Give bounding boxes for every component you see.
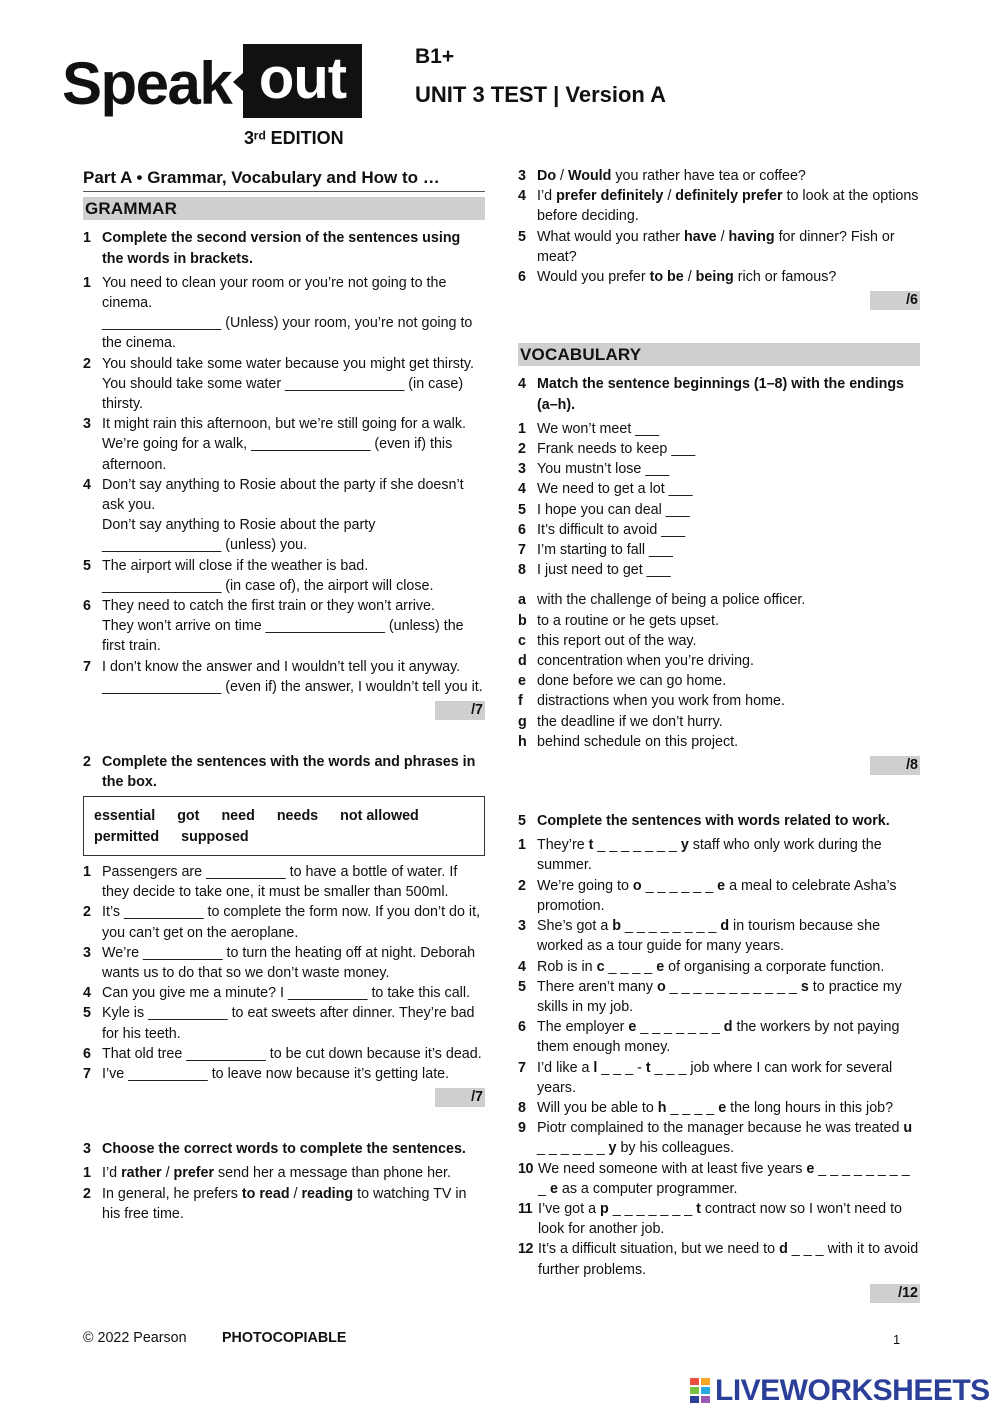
- ex4-ending-text: this report out of the way.: [537, 632, 697, 649]
- ex5-item-text: [537, 916, 920, 956]
- ex1-instruction: 1 Complete the second version of the sentences using the words in brackets.: [83, 230, 461, 267]
- ex4-beginning-number: 6: [518, 521, 526, 538]
- ex5-item: [518, 835, 920, 875]
- ex5-item: [518, 1017, 920, 1057]
- ex3-item-pre: I’d: [102, 1165, 122, 1182]
- part-heading: Part A • Grammar, Vocabulary and How to …: [83, 166, 485, 192]
- ex4-beginning-text: You mustn’t lose ___: [537, 461, 670, 478]
- ex5-last-letter: y: [680, 837, 689, 854]
- liveworksheets-brand[interactable]: [690, 1375, 990, 1407]
- ex4-ending-number: a: [518, 592, 526, 609]
- ex5-last-letter: e: [718, 1099, 727, 1116]
- ex5-gap: _ _ _ _ _ _ _: [608, 1200, 697, 1217]
- ex3-separator: /: [161, 1165, 174, 1182]
- ex5-item-pre: There aren’t many: [537, 978, 657, 995]
- ex3-item-post: rich or famous?: [733, 269, 837, 286]
- ex1-item-text: You need to clean your room or you’re not going to the cinema. _______________ (Unless) your room, you’re not going to the cinema.: [102, 274, 473, 352]
- ex4-beginning-text: We need to get a lot ___: [537, 481, 693, 498]
- ex5-first-letter: e: [628, 1019, 637, 1036]
- ex5-gap: _ _ _ _ _ _ _ _ _ _ _: [665, 978, 801, 995]
- ex3-option-a: have: [684, 228, 717, 245]
- ex3-item-text: [102, 1184, 485, 1224]
- ex2-score: /7: [435, 1088, 485, 1107]
- ex2-item-text: It’s __________ to complete the form now. If you don’t do it, you can’t get on the aeroplane.: [102, 904, 481, 941]
- ex5-score: /12: [870, 1284, 920, 1303]
- ex4-ending: [518, 671, 920, 691]
- box-word: got: [177, 808, 200, 825]
- ex4-ending-number: h: [518, 733, 527, 750]
- ex5-item-pre: We’re going to: [537, 877, 633, 894]
- ex5-first-letter: c: [596, 958, 605, 975]
- ex5-first-letter: o: [657, 978, 666, 995]
- copyright: © 2022 Pearson: [83, 1330, 187, 1346]
- ex2-item-text: We’re __________ to turn the heating off at night. Deborah wants us to do that so we don’t waste money.: [102, 944, 476, 981]
- ex1-item-number: 4: [83, 476, 91, 493]
- ex4-beginning-text: It’s difficult to avoid ___: [537, 521, 686, 538]
- ex2-item-number: 7: [83, 1065, 91, 1082]
- ex1-item-text: It might rain this afternoon, but we’re still going for a walk. We’re going for a walk, _______________ (even if) this afternoon.: [102, 416, 466, 473]
- ex3-item-pre: In general, he prefers: [102, 1185, 242, 1202]
- ex3-separator: /: [683, 269, 696, 286]
- ex4-beginning: [518, 419, 920, 439]
- ex5-item-pre: I’d like a: [537, 1059, 594, 1076]
- ex2-item: [83, 902, 485, 942]
- ex1-item-number: 2: [83, 355, 91, 372]
- ex4-beginning-number: 3: [518, 461, 526, 478]
- ex4-beginning-text: We won’t meet ___: [537, 420, 660, 437]
- ex5-gap: _ _ _ _ _ _ _ _ _: [538, 1160, 910, 1197]
- ex2-item-text: I’ve __________ to leave now because it’s getting late.: [102, 1065, 450, 1082]
- ex4-beginning-number: 8: [518, 562, 526, 579]
- ex3-separator: /: [556, 168, 568, 184]
- ex3-item-text: [537, 166, 920, 186]
- ex4-ending-text: behind schedule on this project.: [537, 733, 739, 750]
- ex5-gap: _ _ _ _ _ _: [537, 1140, 609, 1157]
- ex3-separator: /: [663, 188, 676, 205]
- ex2-item-text: Passengers are __________ to have a bottle of water. If they decide to take one, it must be smaller than 500ml.: [102, 863, 458, 901]
- ex5-item-number: 8: [518, 1099, 526, 1116]
- ex4-beginning: [518, 459, 920, 479]
- ex5-item-post: to practice my skills in my job.: [537, 978, 902, 1015]
- ex5-gap: _ _ _ _: [666, 1099, 719, 1116]
- box-word: supposed: [181, 828, 249, 845]
- ex2-item-number: 3: [83, 944, 91, 961]
- ex1-item-number: 5: [83, 557, 91, 574]
- liveworksheets-text: LIVEWORKSHEETS: [715, 1374, 990, 1407]
- ex5-first-letter: p: [600, 1200, 609, 1217]
- ex3-option-b: definitely prefer: [675, 188, 783, 205]
- ex5-first-letter: e: [806, 1160, 815, 1177]
- ex5-item: [518, 876, 920, 916]
- ex5-item: [518, 977, 920, 1017]
- ex5-item-pre: I’ve got a: [538, 1200, 600, 1217]
- ex3-option-a: prefer definitely: [556, 188, 664, 205]
- ex4-ending: [518, 691, 920, 711]
- ex3-item-post: to watching TV in his free time.: [102, 1185, 467, 1222]
- box-word: essential: [94, 808, 156, 825]
- ex3-instruction: 3 Choose the correct words to complete the sentences.: [83, 1141, 466, 1158]
- ex4-ending: [518, 611, 920, 631]
- ex5-first-letter: l: [593, 1059, 598, 1076]
- ex3-separator: /: [289, 1185, 302, 1202]
- ex5-first-letter: o: [632, 877, 642, 894]
- ex4-beginning-number: 5: [518, 501, 526, 518]
- ex5-item-text: [538, 1199, 920, 1239]
- ex3-list-part2: [518, 166, 920, 287]
- ex4-beginnings: [518, 419, 920, 581]
- ex3-option-a: rather: [121, 1165, 162, 1182]
- ex5-first-letter: b: [612, 918, 621, 935]
- ex1-item-number: 6: [83, 598, 91, 615]
- ex5-item-pre: They’re: [537, 837, 589, 854]
- left-column: [83, 166, 485, 1224]
- ex2-item-text: Kyle is __________ to eat sweets after dinner. They’re bad for his teeth.: [102, 1005, 475, 1042]
- ex3-item-pre: I’d: [537, 188, 557, 205]
- ex5-item-pre: Will you be able to: [537, 1099, 658, 1116]
- ex5-list: [518, 835, 920, 1279]
- ex5-gap: _ _ _ _: [604, 958, 657, 975]
- ex1-item: [83, 354, 485, 415]
- ex4-beginning: [518, 479, 920, 499]
- ex5-item-post: as a computer programmer.: [557, 1180, 738, 1197]
- ex3-option-a: to be: [649, 269, 684, 286]
- ex3-option-b: reading: [301, 1185, 354, 1202]
- ex2-item: [83, 1064, 485, 1084]
- liveworksheets-icon: [690, 1378, 712, 1404]
- ex4-ending-number: d: [518, 653, 527, 670]
- ex3-item-text: [537, 267, 920, 287]
- ex5-last-letter: s: [800, 978, 809, 995]
- ex5-item: [518, 1118, 920, 1158]
- ex1-list: [83, 273, 485, 697]
- ex5-last-letter: e: [717, 877, 726, 894]
- ex5-item-post: the long hours in this job?: [726, 1099, 894, 1116]
- ex5-first-letter: t: [588, 837, 594, 854]
- ex3-item-post: to look at the options before deciding.: [537, 188, 919, 225]
- ex4-ending-number: f: [518, 693, 523, 710]
- ex3-option-b: prefer: [173, 1165, 215, 1182]
- ex5-item-number: 5: [518, 978, 526, 995]
- ex2-item-number: 4: [83, 985, 91, 1002]
- ex4-ending: [518, 631, 920, 651]
- box-word: needs: [276, 808, 319, 825]
- ex4-ending-number: e: [518, 673, 526, 690]
- ex5-gap: _ _ _ -: [597, 1059, 646, 1076]
- ex4-score: /8: [870, 756, 920, 775]
- ex5-last-letter: d: [720, 918, 730, 935]
- ex4-beginning-number: 1: [518, 420, 526, 437]
- ex4-beginning-text: Frank needs to keep ___: [537, 441, 696, 458]
- box-word: permitted: [94, 828, 160, 845]
- ex4-beginning-text: I just need to get ___: [537, 562, 671, 579]
- ex5-item-post: with it to avoid further problems.: [538, 1241, 919, 1278]
- photocopiable-label: PHOTOCOPIABLE: [222, 1330, 347, 1346]
- ex5-item-text: [537, 1098, 920, 1118]
- level-label: B1+: [415, 45, 455, 68]
- ex4-beginning: [518, 500, 920, 520]
- ex1-item: [83, 657, 485, 697]
- ex4-ending: [518, 590, 920, 610]
- ex3-option-a: to read: [241, 1185, 290, 1202]
- ex5-last-letter: e: [656, 958, 665, 975]
- ex3-separator: /: [716, 228, 729, 245]
- ex5-item-text: [537, 1017, 920, 1057]
- logo-edition: 3ʳᵈ EDITION: [244, 128, 344, 148]
- ex4-beginning-text: I hope you can deal ___: [537, 501, 690, 518]
- ex5-item: [518, 916, 920, 956]
- ex3-item-post: you rather have tea or coffee?: [611, 168, 806, 184]
- ex1-item-text: I don’t know the answer and I wouldn’t tell you it anyway. _______________ (even if) the answer, I wouldn’t tell you it.: [102, 658, 483, 695]
- ex4-ending-text: to a routine or he gets upset.: [537, 612, 720, 629]
- ex4-ending-text: the deadline if we don’t hurry.: [537, 713, 723, 730]
- speakout-logo: [62, 44, 362, 154]
- ex1-item-number: 3: [83, 416, 91, 433]
- ex2-item: [83, 1044, 485, 1064]
- ex1-item: [83, 273, 485, 354]
- ex4-instruction: 4 Match the sentence beginnings (1–8) with the endings (a–h).: [518, 376, 904, 413]
- ex1-item-text: They need to catch the first train or they won’t arrive. They won’t arrive on time _______________ (unless) the first train.: [102, 598, 464, 655]
- ex1-item: [83, 556, 485, 596]
- ex4-ending-text: distractions when you work from home.: [537, 693, 785, 710]
- ex2-item-number: 6: [83, 1045, 91, 1062]
- ex5-item-number: 2: [518, 877, 526, 894]
- ex3-item: [518, 227, 920, 267]
- ex3-item-text: [102, 1163, 485, 1183]
- ex5-item-post: the workers by not paying them enough money.: [537, 1019, 900, 1056]
- ex5-item-text: [538, 1239, 920, 1279]
- ex1-score: /7: [435, 701, 485, 720]
- ex3-item-number: 5: [518, 228, 526, 245]
- ex3-item: [83, 1184, 485, 1224]
- ex1-item-number: 7: [83, 658, 91, 675]
- ex5-item-text: [537, 1118, 920, 1158]
- ex3-item-post: for dinner? Fish or meat?: [537, 228, 895, 265]
- ex4-ending: [518, 712, 920, 732]
- ex5-item-pre: She’s got a: [537, 918, 613, 935]
- ex1-item-number: 1: [83, 274, 91, 291]
- ex5-item-post: of organising a corporate function.: [664, 958, 885, 975]
- ex1-item: [83, 596, 485, 657]
- ex3-item-number: 1: [83, 1165, 91, 1182]
- right-column: [518, 166, 920, 1303]
- ex5-item-pre: The employer: [537, 1019, 629, 1036]
- ex3-item-number: 4: [518, 188, 526, 205]
- ex2-item-number: 2: [83, 904, 91, 921]
- ex3-option-b: being: [695, 269, 734, 286]
- ex5-gap: _ _ _ _ _ _ _: [593, 837, 681, 854]
- ex5-item-number: 6: [518, 1019, 526, 1036]
- ex5-last-letter: y: [608, 1140, 617, 1157]
- ex5-gap: _ _ _ _ _ _: [641, 877, 718, 894]
- ex5-gap: _ _ _ _ _ _ _ _: [620, 918, 721, 935]
- ex2-item-text: Can you give me a minute? I __________ to take this call.: [102, 985, 470, 1002]
- ex5-item: [518, 1239, 920, 1279]
- ex5-gap: _ _ _: [787, 1241, 828, 1258]
- ex5-item: [518, 1058, 920, 1098]
- ex5-item-number: 3: [518, 918, 526, 935]
- ex4-beginning-text: I’m starting to fall ___: [537, 542, 673, 559]
- ex2-item-number: 5: [83, 1005, 91, 1022]
- ex5-item-text: [538, 1159, 920, 1199]
- ex3-option-b: Would: [567, 168, 612, 184]
- ex1-item: [83, 414, 485, 475]
- vocabulary-heading: VOCABULARY: [518, 343, 920, 366]
- ex2-item: [83, 983, 485, 1003]
- ex5-item: [518, 1159, 920, 1199]
- ex5-item-pre: It’s a difficult situation, but we need to: [538, 1241, 780, 1258]
- ex5-item-post: staff who only work during the summer.: [537, 837, 882, 874]
- ex5-first-letter: u: [903, 1120, 913, 1137]
- ex4-beginning-number: 4: [518, 481, 526, 498]
- ex5-item-number: 11: [518, 1200, 533, 1217]
- ex2-item-text: That old tree __________ to be cut down because it’s dead.: [102, 1045, 482, 1062]
- ex2-item: [83, 1003, 485, 1043]
- ex4-beginning: [518, 540, 920, 560]
- ex5-last-letter: d: [723, 1019, 733, 1036]
- ex3-item-number: 6: [518, 269, 526, 286]
- ex4-ending-number: c: [518, 632, 526, 649]
- ex5-item-number: 1: [518, 837, 526, 854]
- ex4-ending-number: g: [518, 713, 527, 730]
- ex3-item-post: send her a message than phone her.: [214, 1165, 451, 1182]
- ex4-ending-text: with the challenge of being a police officer.: [537, 592, 806, 609]
- ex1-item: [83, 475, 485, 556]
- page-number: 1: [893, 1332, 901, 1347]
- ex5-item-post: a meal to celebrate Asha’s promotion.: [537, 877, 897, 914]
- ex5-item-number: 9: [518, 1120, 526, 1137]
- ex5-item-post: in tourism because she worked as a tour guide for many years.: [537, 918, 881, 955]
- ex3-item-text: [537, 227, 920, 267]
- ex5-item-text: [537, 977, 920, 1017]
- ex3-item: [83, 1163, 485, 1183]
- ex1-item-text: Don’t say anything to Rosie about the party if she doesn’t ask you. Don’t say anything to Rosie about the party _______________ (unless) you.: [102, 476, 464, 554]
- ex5-item-pre: Piotr complained to the manager because he was treated: [537, 1120, 904, 1137]
- ex5-item-text: [537, 957, 920, 977]
- ex5-item-pre: Rob is in: [537, 958, 597, 975]
- ex2-item-number: 1: [83, 863, 91, 880]
- ex5-item-text: [537, 876, 920, 916]
- ex3-item-number: 3: [518, 168, 526, 184]
- ex3-item: [518, 267, 920, 287]
- ex4-beginning-number: 2: [518, 441, 526, 458]
- ex4-ending-text: concentration when you’re driving.: [537, 653, 754, 670]
- ex3-item-number: 2: [83, 1185, 91, 1202]
- word-box: [83, 796, 485, 855]
- ex5-item-number: 12: [518, 1241, 533, 1258]
- ex4-ending-number: b: [518, 612, 527, 629]
- ex1-item-text: The airport will close if the weather is bad. _______________ (in case of), the airport will close.: [102, 557, 434, 594]
- ex5-item-post: contract now so I won’t need to look for another job.: [538, 1200, 903, 1238]
- ex5-item: [518, 1098, 920, 1118]
- ex3-item-pre: What would you rather: [537, 228, 685, 245]
- logo-out-text: out: [243, 44, 362, 118]
- ex5-last-letter: t: [696, 1200, 701, 1217]
- box-word: not allowed: [340, 808, 419, 825]
- ex3-item: [518, 166, 920, 186]
- ex1-item-text: You should take some water because you might get thirsty. You should take some water _______________ (in case) thirsty.: [102, 355, 474, 413]
- ex3-item-text: [537, 186, 920, 226]
- ex3-option-a: Do: [537, 168, 557, 184]
- test-title: UNIT 3 TEST | Version A: [415, 82, 667, 107]
- ex4-beginning: [518, 520, 920, 540]
- ex5-last-letter: t: [645, 1059, 651, 1076]
- ex5-gap: _ _ _ _ _ _ _: [636, 1019, 724, 1036]
- ex3-item: [518, 186, 920, 226]
- ex3-score: /6: [870, 291, 920, 310]
- ex5-instruction: 5 Complete the sentences with words related to work.: [518, 813, 890, 830]
- ex5-item-post: by his colleagues.: [616, 1140, 735, 1157]
- ex2-list: [83, 862, 485, 1084]
- grammar-heading: GRAMMAR: [83, 197, 485, 220]
- ex5-item-text: [537, 1058, 920, 1098]
- ex2-item: [83, 943, 485, 983]
- ex2-instruction: 2 Complete the sentences with the words and phrases in the box.: [83, 754, 476, 791]
- ex5-last-letter: e: [549, 1180, 558, 1197]
- ex4-beginning: [518, 560, 920, 580]
- ex5-first-letter: d: [779, 1241, 788, 1258]
- ex5-item: [518, 1199, 920, 1239]
- ex5-item-number: 10: [518, 1160, 533, 1177]
- ex5-item-text: [537, 835, 920, 875]
- ex4-beginning: [518, 439, 920, 459]
- ex5-item-number: 4: [518, 958, 526, 975]
- ex3-list-part1: [83, 1163, 485, 1224]
- ex5-first-letter: h: [657, 1099, 667, 1116]
- logo-speak-text: Speak: [62, 50, 232, 117]
- ex4-ending-text: done before we can go home.: [537, 673, 727, 690]
- box-word: need: [221, 808, 255, 825]
- ex3-option-b: having: [728, 228, 775, 245]
- ex2-item: [83, 862, 485, 902]
- ex5-item-post: _ _ _ job where I can work for several years.: [537, 1059, 893, 1096]
- ex5-item: [518, 957, 920, 977]
- ex4-endings: [518, 590, 920, 752]
- ex5-item-number: 7: [518, 1059, 526, 1076]
- ex3-item-pre: Would you prefer: [537, 269, 650, 286]
- ex4-beginning-number: 7: [518, 542, 526, 559]
- ex5-item-pre: We need someone with at least five years: [538, 1160, 807, 1177]
- ex4-ending: [518, 732, 920, 752]
- ex4-ending: [518, 651, 920, 671]
